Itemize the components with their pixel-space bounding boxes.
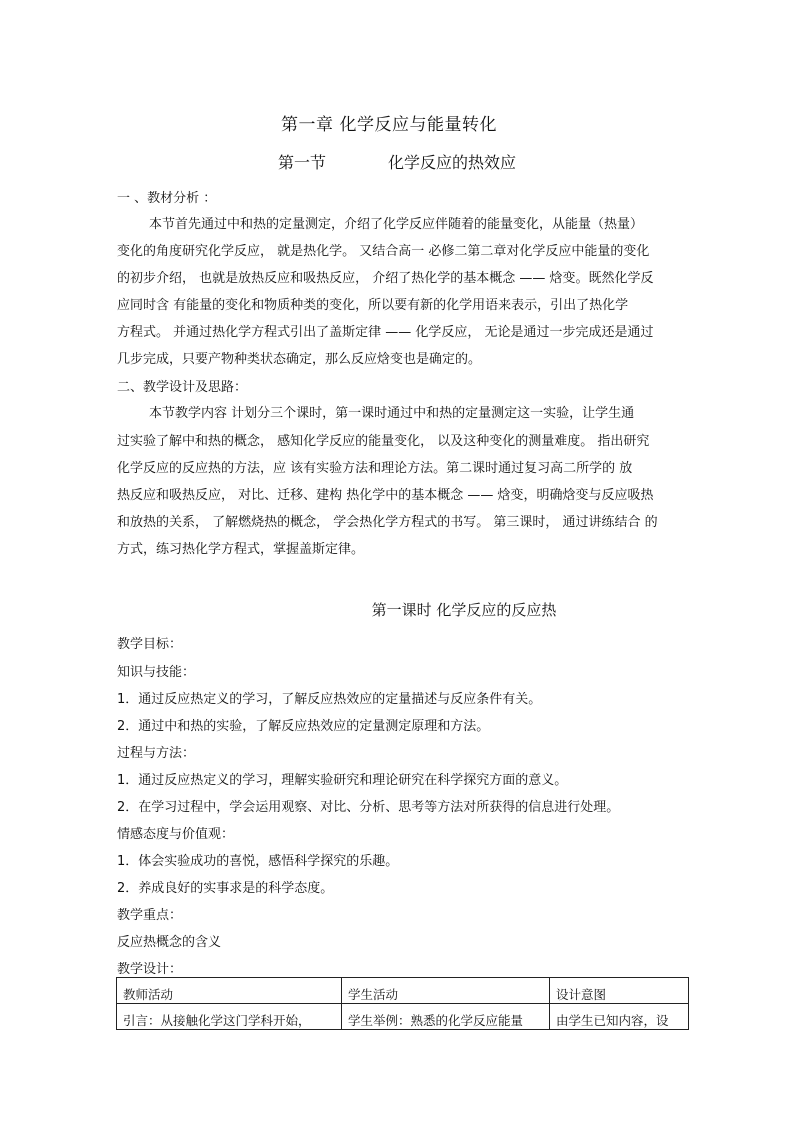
part1-line: 方程式。 并通过热化学方程式引出了盖斯定律 —— 化学反应， 无论是通过一步完成还是通过 [117, 325, 654, 340]
chapter-title: 第一章 化学反应与能量转化 [281, 115, 497, 135]
table-row [117, 1004, 689, 1030]
section-number: 第一节 [278, 153, 327, 172]
teaching-design-table [116, 977, 689, 1030]
part1-line: 变化的角度研究化学反应， 就是热化学。 又结合高一 必修二第二章对化学反应中能量的变化 [117, 244, 650, 259]
table-header-cell: 教师活动 [117, 978, 342, 1004]
lesson-subheading: 知识与技能： [117, 665, 196, 680]
lesson-item: 2．在学习过程中，学会运用观察、对比、分析、思考等方法对所获得的信息进行处理。 [117, 800, 620, 815]
lesson-item: 2．通过中和热的实验，了解反应热效应的定量测定原理和方法。 [117, 719, 490, 734]
table-header-row [117, 978, 689, 1004]
part1-line: 几步完成，只要产物种类状态确定，那么反应焓变也是确定的。 [117, 352, 482, 367]
part1-line: 本节首先通过中和热的定量测定，介绍了化学反应伴随着的能量变化，从能量（热量） [149, 217, 644, 232]
lesson-heading: 教学设计： [117, 962, 183, 977]
lesson-item: 2．养成良好的实事求是的科学态度。 [117, 881, 334, 896]
lesson-item: 1．通过反应热定义的学习，理解实验研究和理论研究在科学探究方面的意义。 [117, 773, 568, 788]
table-cell: 由学生已知内容，设 [550, 1004, 689, 1030]
part2-heading: 二、教学设计及思路： [117, 380, 248, 395]
part1-line: 应同时含 有能量的变化和物质种类的变化，所以要有新的化学用语来表示，引出了热化学 [117, 298, 629, 313]
part1-line: 的初步介绍， 也就是放热反应和吸热反应， 介绍了热化学的基本概念 —— 焓变。既然化学反 [117, 271, 654, 286]
part1-heading: 一 、教材分析 ： [117, 191, 217, 206]
lesson-title: 第一课时 化学反应的反应热 [371, 601, 557, 619]
lesson-item: 1．体会实验成功的喜悦，感悟科学探究的乐趣。 [117, 854, 399, 869]
part2-line: 和放热的关系， 了解燃烧热的概念， 学会热化学方程式的书写。 第三课时， 通过讲练结合 的 [117, 515, 658, 530]
lesson-item: 反应热概念的含义 [117, 935, 222, 950]
table-cell: 学生举例：熟悉的化学反应能量 [342, 1004, 550, 1030]
part2-line: 本节教学内容 计划分三个课时，第一课时通过中和热的定量测定这一实验，让学生通 [149, 406, 635, 421]
part2-line: 过实验了解中和热的概念， 感知化学反应的能量变化， 以及这种变化的测量难度。 指出研究 [117, 434, 650, 449]
lesson-item: 1．通过反应热定义的学习，了解反应热效应的定量描述与反应条件有关。 [117, 692, 542, 707]
section-title: 化学反应的热效应 [388, 153, 517, 172]
part2-line: 热反应和吸热反应， 对比、迁移、建构 热化学中的基本概念 —— 焓变，明确焓变与反应吸热 [117, 488, 654, 503]
table-header-cell: 学生活动 [342, 978, 550, 1004]
part2-line: 化学反应的反应热的方法，应 该有实验方法和理论方法。第二课时通过复习高二所学的 放 [117, 461, 633, 476]
lesson-subheading: 过程与方法： [117, 746, 196, 761]
lesson-heading: 教学目标： [117, 637, 183, 652]
lesson-subheading: 情感态度与价值观： [117, 827, 235, 842]
table-header-cell: 设计意图 [550, 978, 689, 1004]
table-cell: 引言：从接触化学这门学科开始， [117, 1004, 342, 1030]
part2-line: 方式，练习热化学方程式，掌握盖斯定律。 [117, 542, 365, 557]
lesson-heading: 教学重点： [117, 908, 183, 923]
